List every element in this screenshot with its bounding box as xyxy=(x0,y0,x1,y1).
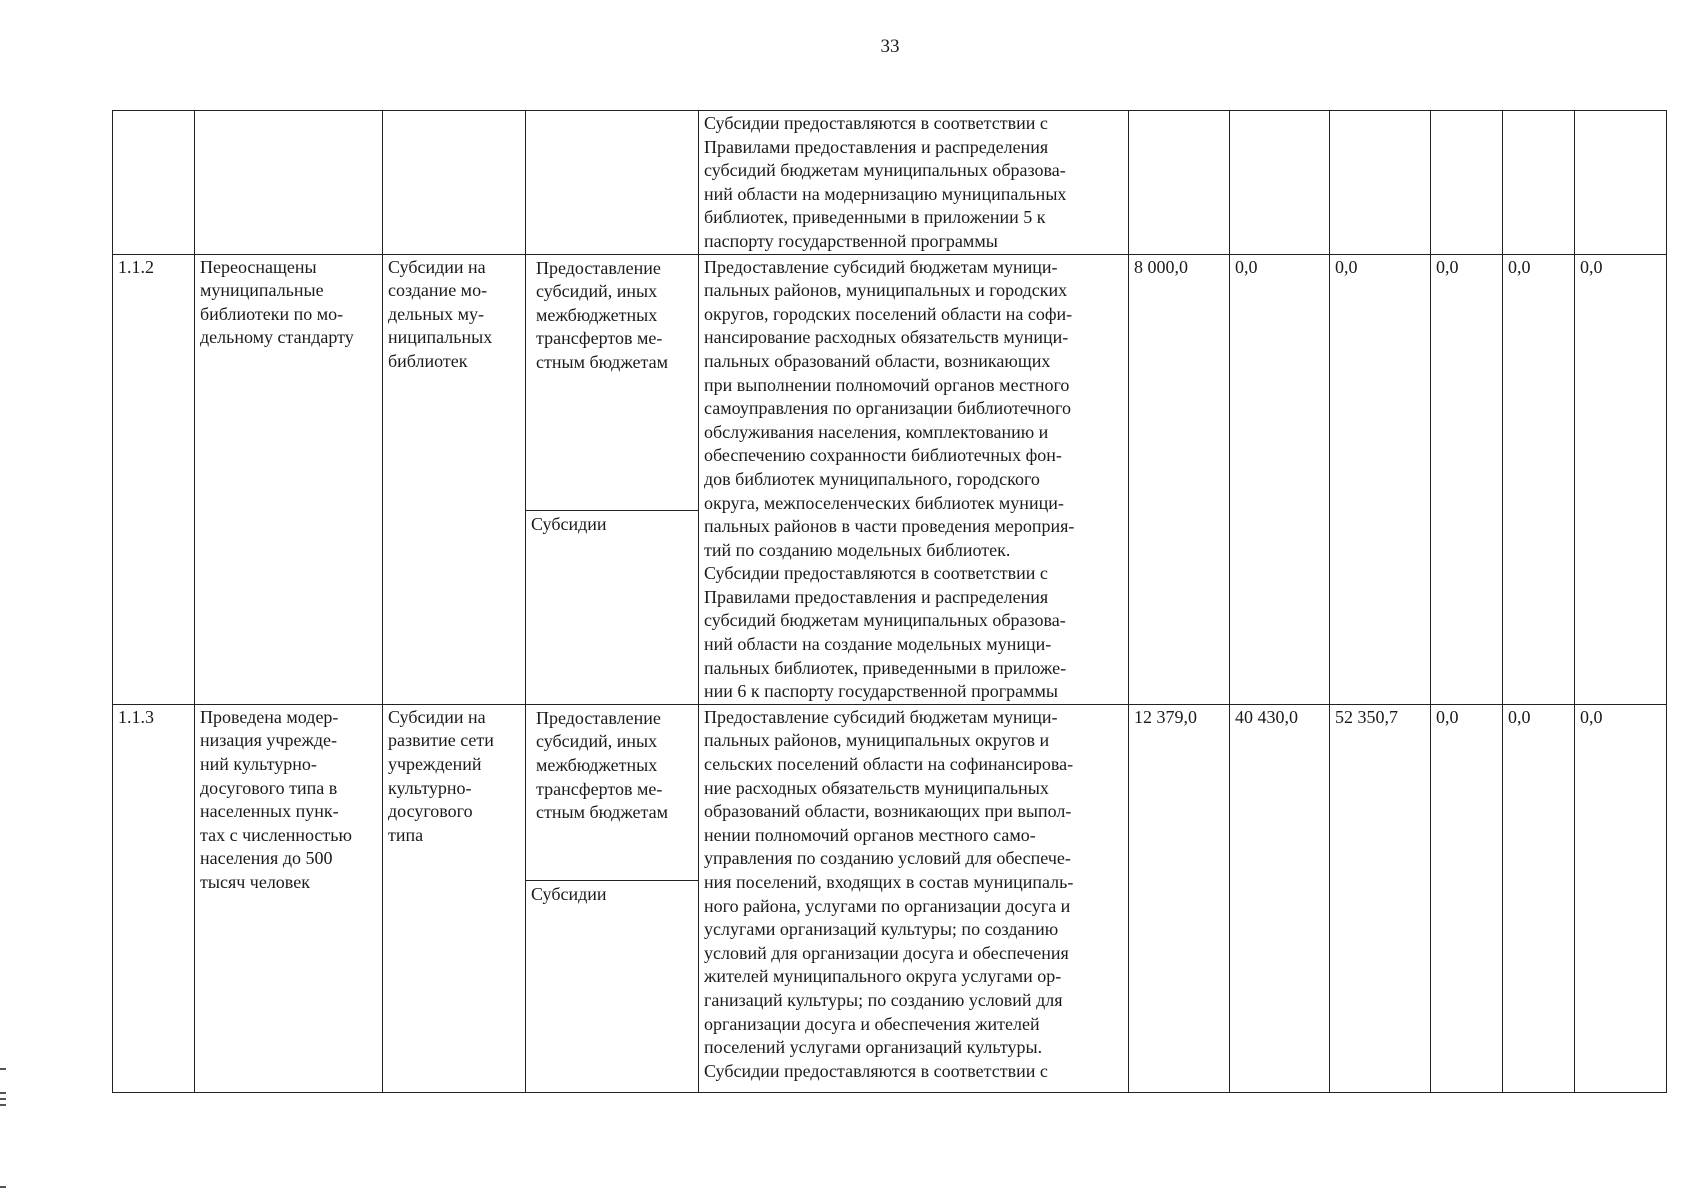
measure-type-cell xyxy=(526,704,699,1092)
description-cell: Субсидии предоставляются в соответствии с Правилами предоставления и распределения субсидий бюджетам муниципальных образова- ний области на модернизацию муниципальных библиотек, приведенными в приложении 5 к паспорту государственной программы xyxy=(699,111,1129,255)
value-cell: 0,0 xyxy=(1431,254,1503,704)
page-number: 33 xyxy=(880,36,900,57)
expected-result-cell: Проведена модер- низация учрежде- ний культурно- досугового типа в населенных пунк- тах с численностью населения до 500 тысяч человек xyxy=(195,704,383,1092)
value-cell: 0,0 xyxy=(1431,704,1503,1092)
program-table xyxy=(112,110,1667,1093)
value-cell xyxy=(1431,111,1503,255)
value-cell: 0,0 xyxy=(1575,704,1667,1092)
value-cell: 0,0 xyxy=(1230,254,1330,704)
measure-name-cell: Субсидии на развитие сети учреждений культурно- досугового типа xyxy=(383,704,526,1092)
table-row xyxy=(113,704,1667,1092)
value-cell xyxy=(1575,111,1667,255)
table-row xyxy=(113,254,1667,704)
expected-result-cell xyxy=(195,111,383,255)
scan-mark xyxy=(0,1092,6,1094)
scan-mark xyxy=(0,1104,6,1106)
measure-type-label: Предоставление субсидий, иных межбюджетных трансфертов ме- стным бюджетам xyxy=(536,707,668,823)
row-number-cell xyxy=(113,111,195,255)
row-number-cell: 1.1.2 xyxy=(113,254,195,704)
value-cell xyxy=(1230,111,1330,255)
description-cell: Предоставление субсидий бюджетам муници- пальных районов, муниципальных и городских округов, городских поселений области на софи- нансирование расходных обязательств муници- пальных образований области, возникающих при выполнении полномочий органов местного самоуправления по организации библиотечного обслуживания населения, комплектованию и обеспечению сохранности библиотечных фон- дов библиотек муниципального, городского округа, межпоселенческих библиотек муници- пальных районов в части проведения мероприя- тий по созданию модельных библиотек. Субсидии предоставляются в соответствии с Правилами предоставления и распределения субсидий бюджетам муниципальных образова- ний области на создание модельных муници- пальных библиотек, приведенными в приложе- нии 6 к паспорту государственной программы xyxy=(699,254,1129,704)
measure-name-cell xyxy=(383,111,526,255)
expected-result-cell: Переоснащены муниципальные библиотеки по мо- дельному стандарту xyxy=(195,254,383,704)
value-cell: 0,0 xyxy=(1503,254,1575,704)
measure-type-cell xyxy=(526,111,699,255)
scan-mark xyxy=(0,1068,6,1070)
value-cell xyxy=(1503,111,1575,255)
measure-subtype-label: Субсидии xyxy=(526,880,698,1092)
scan-mark xyxy=(0,1186,6,1188)
scan-mark xyxy=(0,1098,6,1100)
measure-type-label: Предоставление субсидий, иных межбюджетных трансфертов ме- стным бюджетам xyxy=(536,257,668,372)
value-cell xyxy=(1330,111,1431,255)
measure-subtype-label: Субсидии xyxy=(526,510,698,704)
row-number-cell: 1.1.3 xyxy=(113,704,195,1092)
value-cell: 8 000,0 xyxy=(1129,254,1230,704)
value-cell: 0,0 xyxy=(1330,254,1431,704)
measure-name-cell: Субсидии на создание мо- дельных му- ниципальных библиотек xyxy=(383,254,526,704)
measure-type-cell xyxy=(526,254,699,704)
description-cell: Предоставление субсидий бюджетам муници- пальных районов, муниципальных округов и сельских поселений области на софинансирова- ние расходных обязательств муниципальных образований области, возникающих при выпол- нении полномочий органов местного само- управления по созданию условий для обеспече- ния поселений, входящих в состав муниципаль- ного района, услугами по организации досуга и услугами организаций культуры; по созданию условий для организации досуга и обеспечения жителей муниципального округа услугами ор- ганизаций культуры; по созданию условий для организации досуга и обеспечения жителей поселений услугами организаций культуры. Субсидии предоставляются в соответствии с xyxy=(699,704,1129,1092)
value-cell xyxy=(1129,111,1230,255)
value-cell: 40 430,0 xyxy=(1230,704,1330,1092)
value-cell: 0,0 xyxy=(1503,704,1575,1092)
value-cell: 52 350,7 xyxy=(1330,704,1431,1092)
value-cell: 12 379,0 xyxy=(1129,704,1230,1092)
table-row xyxy=(113,111,1667,255)
value-cell: 0,0 xyxy=(1575,254,1667,704)
